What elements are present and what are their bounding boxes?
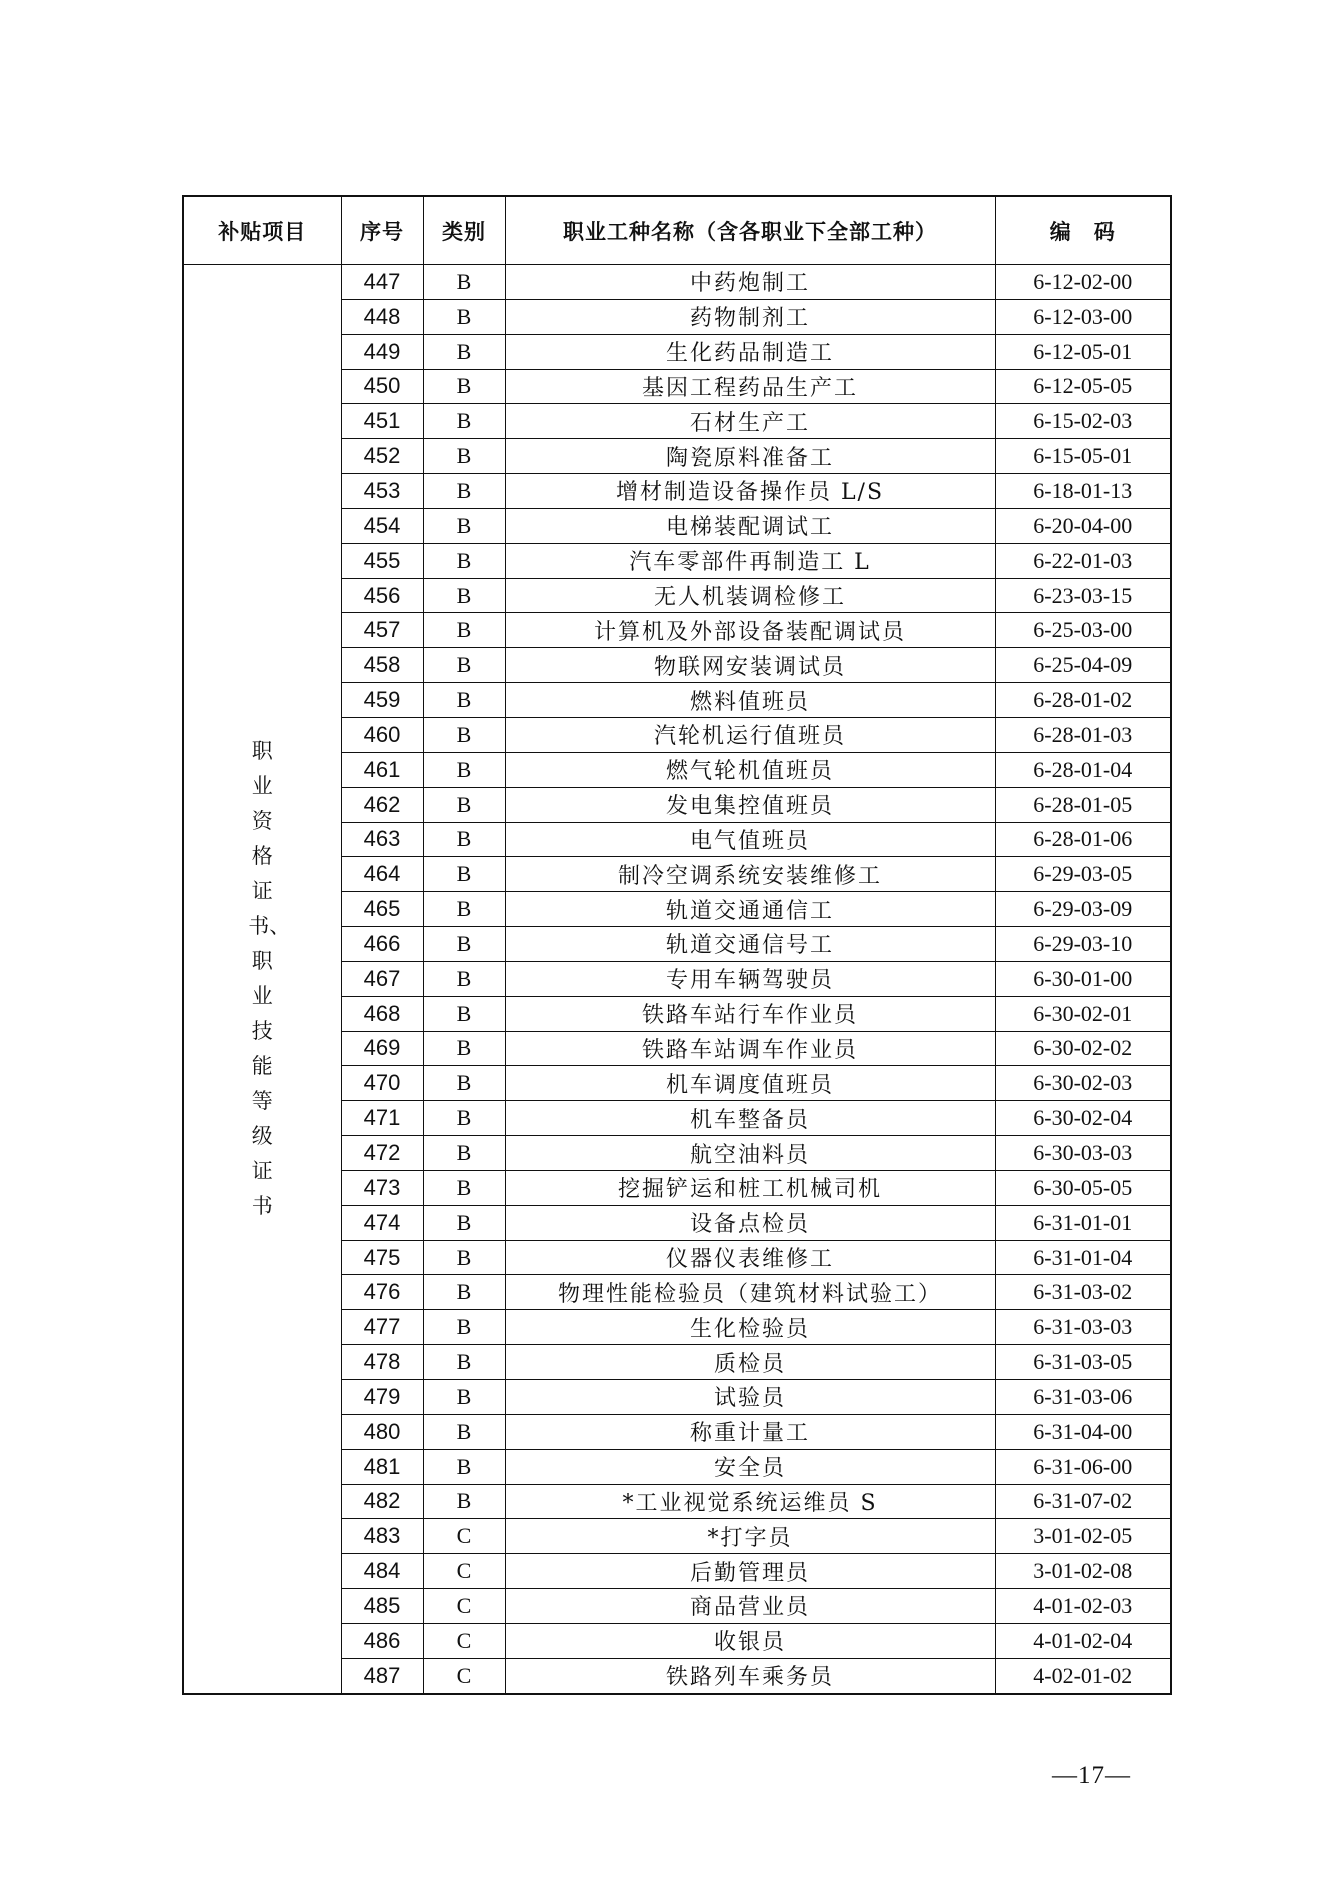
code-cell: 6-30-02-02 — [995, 1031, 1171, 1066]
code-cell: 6-12-03-00 — [995, 299, 1171, 334]
category-cell: B — [423, 1345, 505, 1380]
category-cell: B — [423, 1205, 505, 1240]
seq-cell: 482 — [341, 1484, 423, 1519]
category-cell: B — [423, 1240, 505, 1275]
code-cell: 6-31-03-06 — [995, 1380, 1171, 1415]
name-cell: 陶瓷原料准备工 — [505, 439, 995, 474]
name-cell: 物联网安装调试员 — [505, 648, 995, 683]
name-cell: 物理性能检验员（建筑材料试验工） — [505, 1275, 995, 1310]
code-cell: 3-01-02-08 — [995, 1554, 1171, 1589]
category-cell: B — [423, 752, 505, 787]
category-cell: B — [423, 1170, 505, 1205]
header-seq: 序号 — [341, 196, 423, 265]
category-cell: C — [423, 1519, 505, 1554]
code-cell: 6-31-07-02 — [995, 1484, 1171, 1519]
code-cell: 6-12-05-01 — [995, 334, 1171, 369]
subsidy-label: 职业资格证书、职业技能等级证书 — [248, 738, 291, 1218]
name-cell: 专用车辆驾驶员 — [505, 961, 995, 996]
name-cell: *工业视觉系统运维员 S — [505, 1484, 995, 1519]
code-cell: 6-29-03-05 — [995, 857, 1171, 892]
seq-cell: 460 — [341, 717, 423, 752]
seq-cell: 484 — [341, 1554, 423, 1589]
code-cell: 6-22-01-03 — [995, 543, 1171, 578]
name-cell: 收银员 — [505, 1623, 995, 1658]
seq-cell: 487 — [341, 1658, 423, 1693]
code-cell: 3-01-02-05 — [995, 1519, 1171, 1554]
name-cell: 机车调度值班员 — [505, 1066, 995, 1101]
table-header-row — [183, 196, 1171, 265]
seq-cell: 479 — [341, 1380, 423, 1415]
seq-cell: 472 — [341, 1136, 423, 1171]
code-cell: 6-31-06-00 — [995, 1449, 1171, 1484]
category-cell: C — [423, 1554, 505, 1589]
category-cell: B — [423, 717, 505, 752]
name-cell: 质检员 — [505, 1345, 995, 1380]
category-cell: B — [423, 961, 505, 996]
name-cell: 仪器仪表维修工 — [505, 1240, 995, 1275]
name-cell: 汽轮机运行值班员 — [505, 717, 995, 752]
category-cell: B — [423, 787, 505, 822]
category-cell: B — [423, 1136, 505, 1171]
code-cell: 6-25-03-00 — [995, 613, 1171, 648]
category-cell: C — [423, 1589, 505, 1624]
header-category: 类别 — [423, 196, 505, 265]
header-subsidy: 补贴项目 — [183, 196, 341, 265]
header-code: 编 码 — [995, 196, 1171, 265]
code-cell: 6-28-01-02 — [995, 683, 1171, 718]
seq-cell: 473 — [341, 1170, 423, 1205]
category-cell: B — [423, 299, 505, 334]
seq-cell: 468 — [341, 996, 423, 1031]
category-cell: B — [423, 1066, 505, 1101]
name-cell: 燃料值班员 — [505, 683, 995, 718]
category-cell: B — [423, 404, 505, 439]
seq-cell: 483 — [341, 1519, 423, 1554]
name-cell: 后勤管理员 — [505, 1554, 995, 1589]
name-cell: 基因工程药品生产工 — [505, 369, 995, 404]
code-cell: 6-20-04-00 — [995, 508, 1171, 543]
code-cell: 6-30-03-03 — [995, 1136, 1171, 1171]
category-cell: B — [423, 578, 505, 613]
category-cell: B — [423, 683, 505, 718]
seq-cell: 486 — [341, 1623, 423, 1658]
name-cell: 中药炮制工 — [505, 265, 995, 300]
code-cell: 6-28-01-04 — [995, 752, 1171, 787]
code-cell: 4-01-02-03 — [995, 1589, 1171, 1624]
name-cell: 机车整备员 — [505, 1101, 995, 1136]
code-cell: 6-25-04-09 — [995, 648, 1171, 683]
seq-cell: 457 — [341, 613, 423, 648]
category-cell: B — [423, 613, 505, 648]
name-cell: 轨道交通信号工 — [505, 927, 995, 962]
code-cell: 6-28-01-05 — [995, 787, 1171, 822]
category-cell: B — [423, 543, 505, 578]
seq-cell: 485 — [341, 1589, 423, 1624]
name-cell: 铁路车站行车作业员 — [505, 996, 995, 1031]
code-cell: 6-30-05-05 — [995, 1170, 1171, 1205]
name-cell: 电梯装配调试工 — [505, 508, 995, 543]
table-body — [183, 265, 1171, 1694]
seq-cell: 466 — [341, 927, 423, 962]
name-cell: 燃气轮机值班员 — [505, 752, 995, 787]
name-cell: 发电集控值班员 — [505, 787, 995, 822]
name-cell: 轨道交通通信工 — [505, 892, 995, 927]
seq-cell: 465 — [341, 892, 423, 927]
table-row — [183, 265, 1171, 300]
category-cell: C — [423, 1658, 505, 1693]
category-cell: B — [423, 1310, 505, 1345]
seq-cell: 464 — [341, 857, 423, 892]
name-cell: 计算机及外部设备装配调试员 — [505, 613, 995, 648]
category-cell: B — [423, 265, 505, 300]
page-number: —17— — [1052, 1762, 1131, 1789]
code-cell: 6-30-01-00 — [995, 961, 1171, 996]
category-cell: B — [423, 439, 505, 474]
category-cell: B — [423, 1031, 505, 1066]
category-cell: B — [423, 1449, 505, 1484]
seq-cell: 462 — [341, 787, 423, 822]
code-cell: 6-31-01-01 — [995, 1205, 1171, 1240]
seq-cell: 453 — [341, 474, 423, 509]
name-cell: 安全员 — [505, 1449, 995, 1484]
name-cell: 称重计量工 — [505, 1414, 995, 1449]
seq-cell: 471 — [341, 1101, 423, 1136]
code-cell: 6-15-02-03 — [995, 404, 1171, 439]
seq-cell: 448 — [341, 299, 423, 334]
code-cell: 6-31-03-03 — [995, 1310, 1171, 1345]
category-cell: B — [423, 474, 505, 509]
code-cell: 6-12-02-00 — [995, 265, 1171, 300]
name-cell: 铁路车站调车作业员 — [505, 1031, 995, 1066]
code-cell: 6-31-04-00 — [995, 1414, 1171, 1449]
seq-cell: 450 — [341, 369, 423, 404]
code-cell: 6-28-01-06 — [995, 822, 1171, 857]
header-name: 职业工种名称（含各职业下全部工种） — [505, 196, 995, 265]
seq-cell: 480 — [341, 1414, 423, 1449]
name-cell: *打字员 — [505, 1519, 995, 1554]
seq-cell: 447 — [341, 265, 423, 300]
name-cell: 铁路列车乘务员 — [505, 1658, 995, 1693]
name-cell: 石材生产工 — [505, 404, 995, 439]
seq-cell: 481 — [341, 1449, 423, 1484]
seq-cell: 474 — [341, 1205, 423, 1240]
seq-cell: 451 — [341, 404, 423, 439]
seq-cell: 458 — [341, 648, 423, 683]
seq-cell: 470 — [341, 1066, 423, 1101]
document-sheet — [182, 195, 1170, 1695]
seq-cell: 456 — [341, 578, 423, 613]
category-cell: B — [423, 648, 505, 683]
code-cell: 6-15-05-01 — [995, 439, 1171, 474]
category-cell: B — [423, 369, 505, 404]
category-cell: B — [423, 334, 505, 369]
category-cell: B — [423, 927, 505, 962]
category-cell: B — [423, 892, 505, 927]
name-cell: 药物制剂工 — [505, 299, 995, 334]
category-cell: B — [423, 508, 505, 543]
seq-cell: 461 — [341, 752, 423, 787]
code-cell: 6-29-03-10 — [995, 927, 1171, 962]
name-cell: 无人机装调检修工 — [505, 578, 995, 613]
code-cell: 6-18-01-13 — [995, 474, 1171, 509]
seq-cell: 467 — [341, 961, 423, 996]
seq-cell: 469 — [341, 1031, 423, 1066]
category-cell: B — [423, 1275, 505, 1310]
code-cell: 6-28-01-03 — [995, 717, 1171, 752]
seq-cell: 478 — [341, 1345, 423, 1380]
name-cell: 设备点检员 — [505, 1205, 995, 1240]
code-cell: 6-31-03-05 — [995, 1345, 1171, 1380]
name-cell: 挖掘铲运和桩工机械司机 — [505, 1170, 995, 1205]
category-cell: B — [423, 1101, 505, 1136]
code-cell: 4-02-01-02 — [995, 1658, 1171, 1693]
category-cell: B — [423, 1414, 505, 1449]
code-cell: 6-23-03-15 — [995, 578, 1171, 613]
name-cell: 商品营业员 — [505, 1589, 995, 1624]
seq-cell: 454 — [341, 508, 423, 543]
code-cell: 6-29-03-09 — [995, 892, 1171, 927]
occupation-table — [182, 195, 1172, 1695]
code-cell: 6-31-01-04 — [995, 1240, 1171, 1275]
name-cell: 制冷空调系统安装维修工 — [505, 857, 995, 892]
seq-cell: 449 — [341, 334, 423, 369]
seq-cell: 455 — [341, 543, 423, 578]
category-cell: B — [423, 1380, 505, 1415]
name-cell: 电气值班员 — [505, 822, 995, 857]
category-cell: B — [423, 996, 505, 1031]
code-cell: 6-30-02-01 — [995, 996, 1171, 1031]
seq-cell: 459 — [341, 683, 423, 718]
code-cell: 6-30-02-04 — [995, 1101, 1171, 1136]
seq-cell: 452 — [341, 439, 423, 474]
category-cell: C — [423, 1623, 505, 1658]
seq-cell: 475 — [341, 1240, 423, 1275]
subsidy-cell — [183, 265, 341, 1694]
name-cell: 试验员 — [505, 1380, 995, 1415]
code-cell: 6-12-05-05 — [995, 369, 1171, 404]
category-cell: B — [423, 822, 505, 857]
seq-cell: 477 — [341, 1310, 423, 1345]
seq-cell: 476 — [341, 1275, 423, 1310]
code-cell: 6-30-02-03 — [995, 1066, 1171, 1101]
seq-cell: 463 — [341, 822, 423, 857]
category-cell: B — [423, 1484, 505, 1519]
name-cell: 航空油料员 — [505, 1136, 995, 1171]
code-cell: 6-31-03-02 — [995, 1275, 1171, 1310]
code-cell: 4-01-02-04 — [995, 1623, 1171, 1658]
name-cell: 增材制造设备操作员 L/S — [505, 474, 995, 509]
category-cell: B — [423, 857, 505, 892]
name-cell: 汽车零部件再制造工 L — [505, 543, 995, 578]
name-cell: 生化药品制造工 — [505, 334, 995, 369]
name-cell: 生化检验员 — [505, 1310, 995, 1345]
